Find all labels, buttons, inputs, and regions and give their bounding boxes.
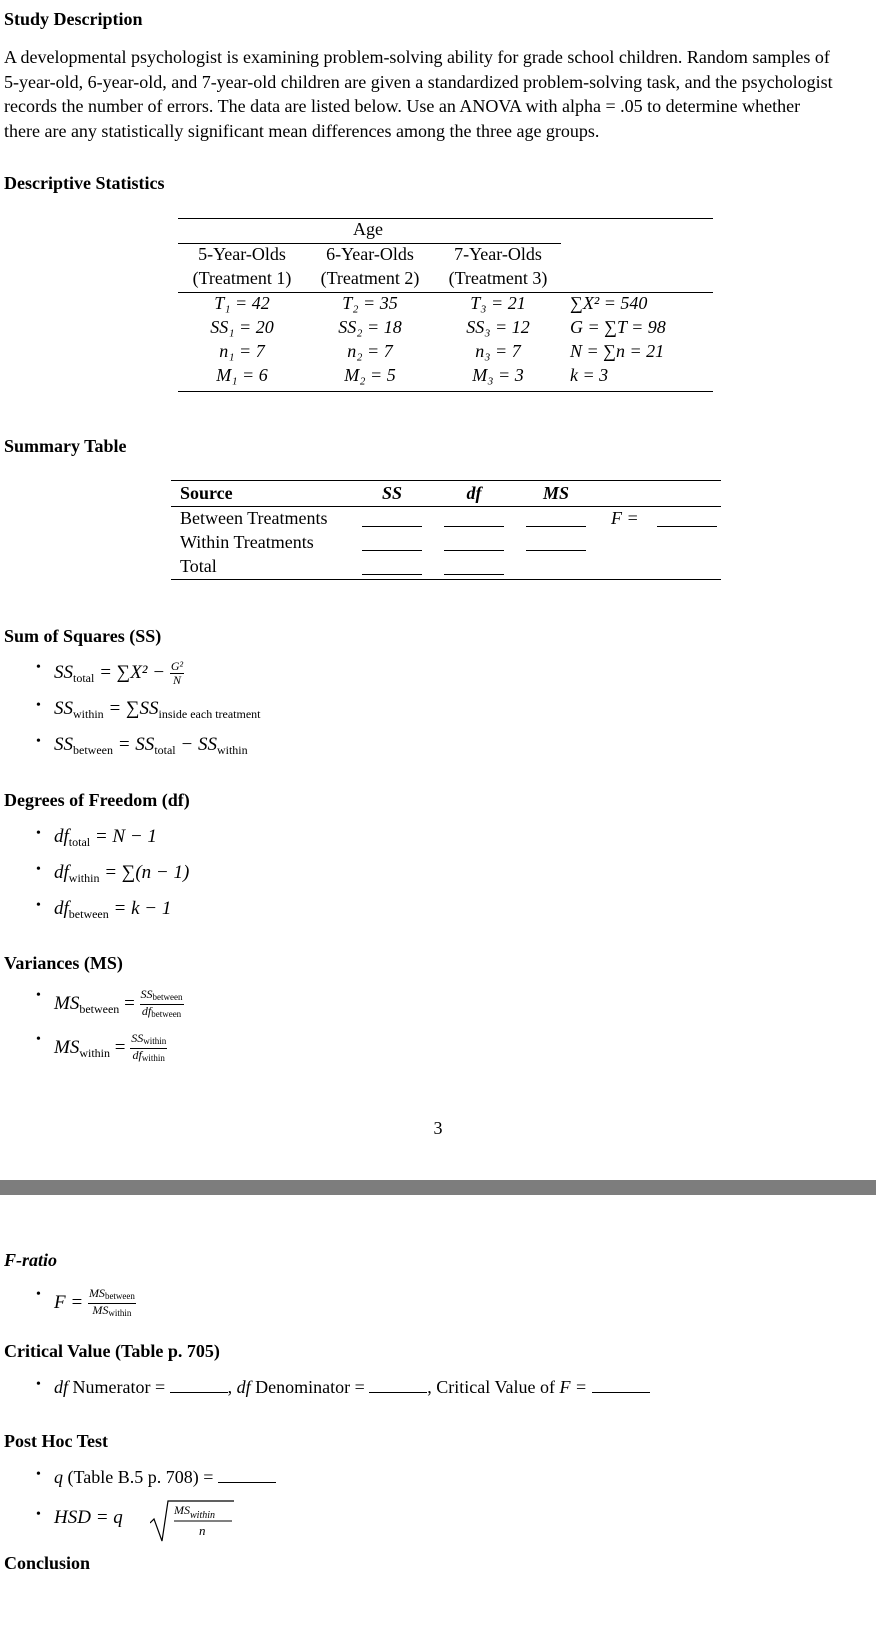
total-n: N = ∑n = 21 [570, 341, 665, 361]
study-line: records the number of errors. The data are listed below. Use an ANOVA with alpha = .05 to determine whether [4, 96, 801, 116]
page-separator [0, 1180, 876, 1195]
group-name: 6-Year-Olds [326, 244, 414, 264]
study-description-heading: Study Description [4, 9, 143, 29]
conclusion-heading: Conclusion [4, 1553, 91, 1573]
study-line: there are any statistically significant mean differences among the three age groups. [4, 120, 600, 141]
total-sum-x2: ∑X² = 540 [570, 293, 648, 313]
post-hoc-heading: Post Hoc Test [4, 1431, 109, 1451]
row-total: Total [180, 556, 217, 576]
group-ss: SS₃ = 12 [466, 317, 530, 337]
critical-value-heading: Critical Value (Table p. 705) [4, 1341, 220, 1361]
group-ss: SS₁ = 20 [210, 317, 274, 337]
page-number: 3 [433, 1118, 443, 1138]
group-treatment: (Treatment 1) [192, 268, 292, 288]
group-t: T₃ = 21 [470, 293, 526, 313]
degrees-of-freedom-heading: Degrees of Freedom (df) [4, 790, 190, 810]
group-n: n₂ = 7 [347, 341, 393, 361]
f-ratio-heading: F-ratio [4, 1250, 58, 1270]
total-g: G = ∑T = 98 [570, 317, 666, 337]
total-k: k = 3 [570, 365, 609, 385]
group-name: 7-Year-Olds [454, 244, 542, 264]
row-within: Within Treatments [180, 532, 314, 552]
group-name: 5-Year-Olds [198, 244, 286, 264]
descriptive-statistics-heading: Descriptive Statistics [4, 173, 165, 193]
page-2: F-ratio • F = $\frac{MS_{between}}{MS_{within}}$ Critical Value (Table p. 705) • df Numerator = , df Denominator = , Critical Value of F = Post Hoc Test • q (Table B.5 p. 708) = • HSD = q $MS_{within}$ n Conclusion [0, 1195, 876, 1642]
study-description-text [4, 45, 876, 143]
study-line: A developmental psychologist is examining problem-solving ability for grade school children. Random samples of [4, 47, 830, 67]
col-ss: SS [381, 483, 403, 503]
hsd-denominator: n [199, 1523, 206, 1538]
hsd-numerator: $MS_{within}$ [174, 1503, 216, 1521]
summary-table-heading: Summary Table [4, 436, 127, 456]
row-between: Between Treatments [180, 508, 328, 528]
group-n: n₃ = 7 [475, 341, 521, 361]
col-ms: MS [542, 483, 569, 503]
col-df: df [466, 483, 482, 503]
f-label: F = [611, 508, 639, 528]
group-t: T₁ = 42 [214, 293, 270, 313]
group-n: n₁ = 7 [219, 341, 265, 361]
group-m: M₃ = 3 [472, 365, 524, 385]
age-label: Age [353, 219, 383, 239]
group-m: M₂ = 5 [344, 365, 396, 385]
group-m: M₁ = 6 [216, 365, 268, 385]
sum-of-squares-heading: Sum of Squares (SS) [4, 626, 162, 646]
variances-heading: Variances (MS) [4, 953, 123, 973]
group-t: T₂ = 35 [342, 293, 398, 313]
group-treatment: (Treatment 2) [320, 268, 420, 288]
group-ss: SS₂ = 18 [338, 317, 402, 337]
col-source: Source [180, 483, 233, 503]
group-treatment: (Treatment 3) [448, 268, 548, 288]
page-1: Study Description A developmental psychologist is examining problem-solving ability for grade school children. Random samples of 5-year-old, 6-year-old, and 7-year-old children are given a standardized problem-solving task, and the psychologist records the number of errors. The data are listed below. Use an ANOVA with alpha = .05 to determine whether there are any statistically significant mean differences among the three age groups. Descriptive Statistics Age 5-Year-Olds 6-Year-Olds 7-Year-Olds (Treatment 1) (Treatment 2) (Treatment 3) T₁ = 42 SS₁ = 20 n₁ = 7 M₁ = 6 T₂ = 35 SS₂ = 18 n₂ = 7 M₂ = 5 T₃ = 21 SS₃ = 12 n₃ = 7 M₃ = 3 ∑X² = 540 G = ∑T = 98 N = ∑n = 21 k = 3 Summary Table Source SS df MS Between Treatments Within Treatments Total F = Sum of Squares (SS) • $SS_{total} = \sum X^2$ − $\frac{\text{G²}}{N}$ • $SS_{within} = \sum SS_{inside each treatment}$ • $SS_{between} = SS_{total} - SS_{within}$ Degrees of Freedom (df) • $df_{total} = N - 1$ • $df_{within} = \sum(n - 1)$ • $df_{between} = k - 1$ Variances (MS) • $MS_{between}$ = $\frac{SS_{between}}{df_{between}}$ • $MS_{within}$ = $\frac{SS_{within}}{df_{within}}$ 3 [0, 0, 876, 1180]
study-line: 5-year-old, 6-year-old, and 7-year-old children are given a standardized problem-solving task, and the psychologist [4, 71, 833, 92]
